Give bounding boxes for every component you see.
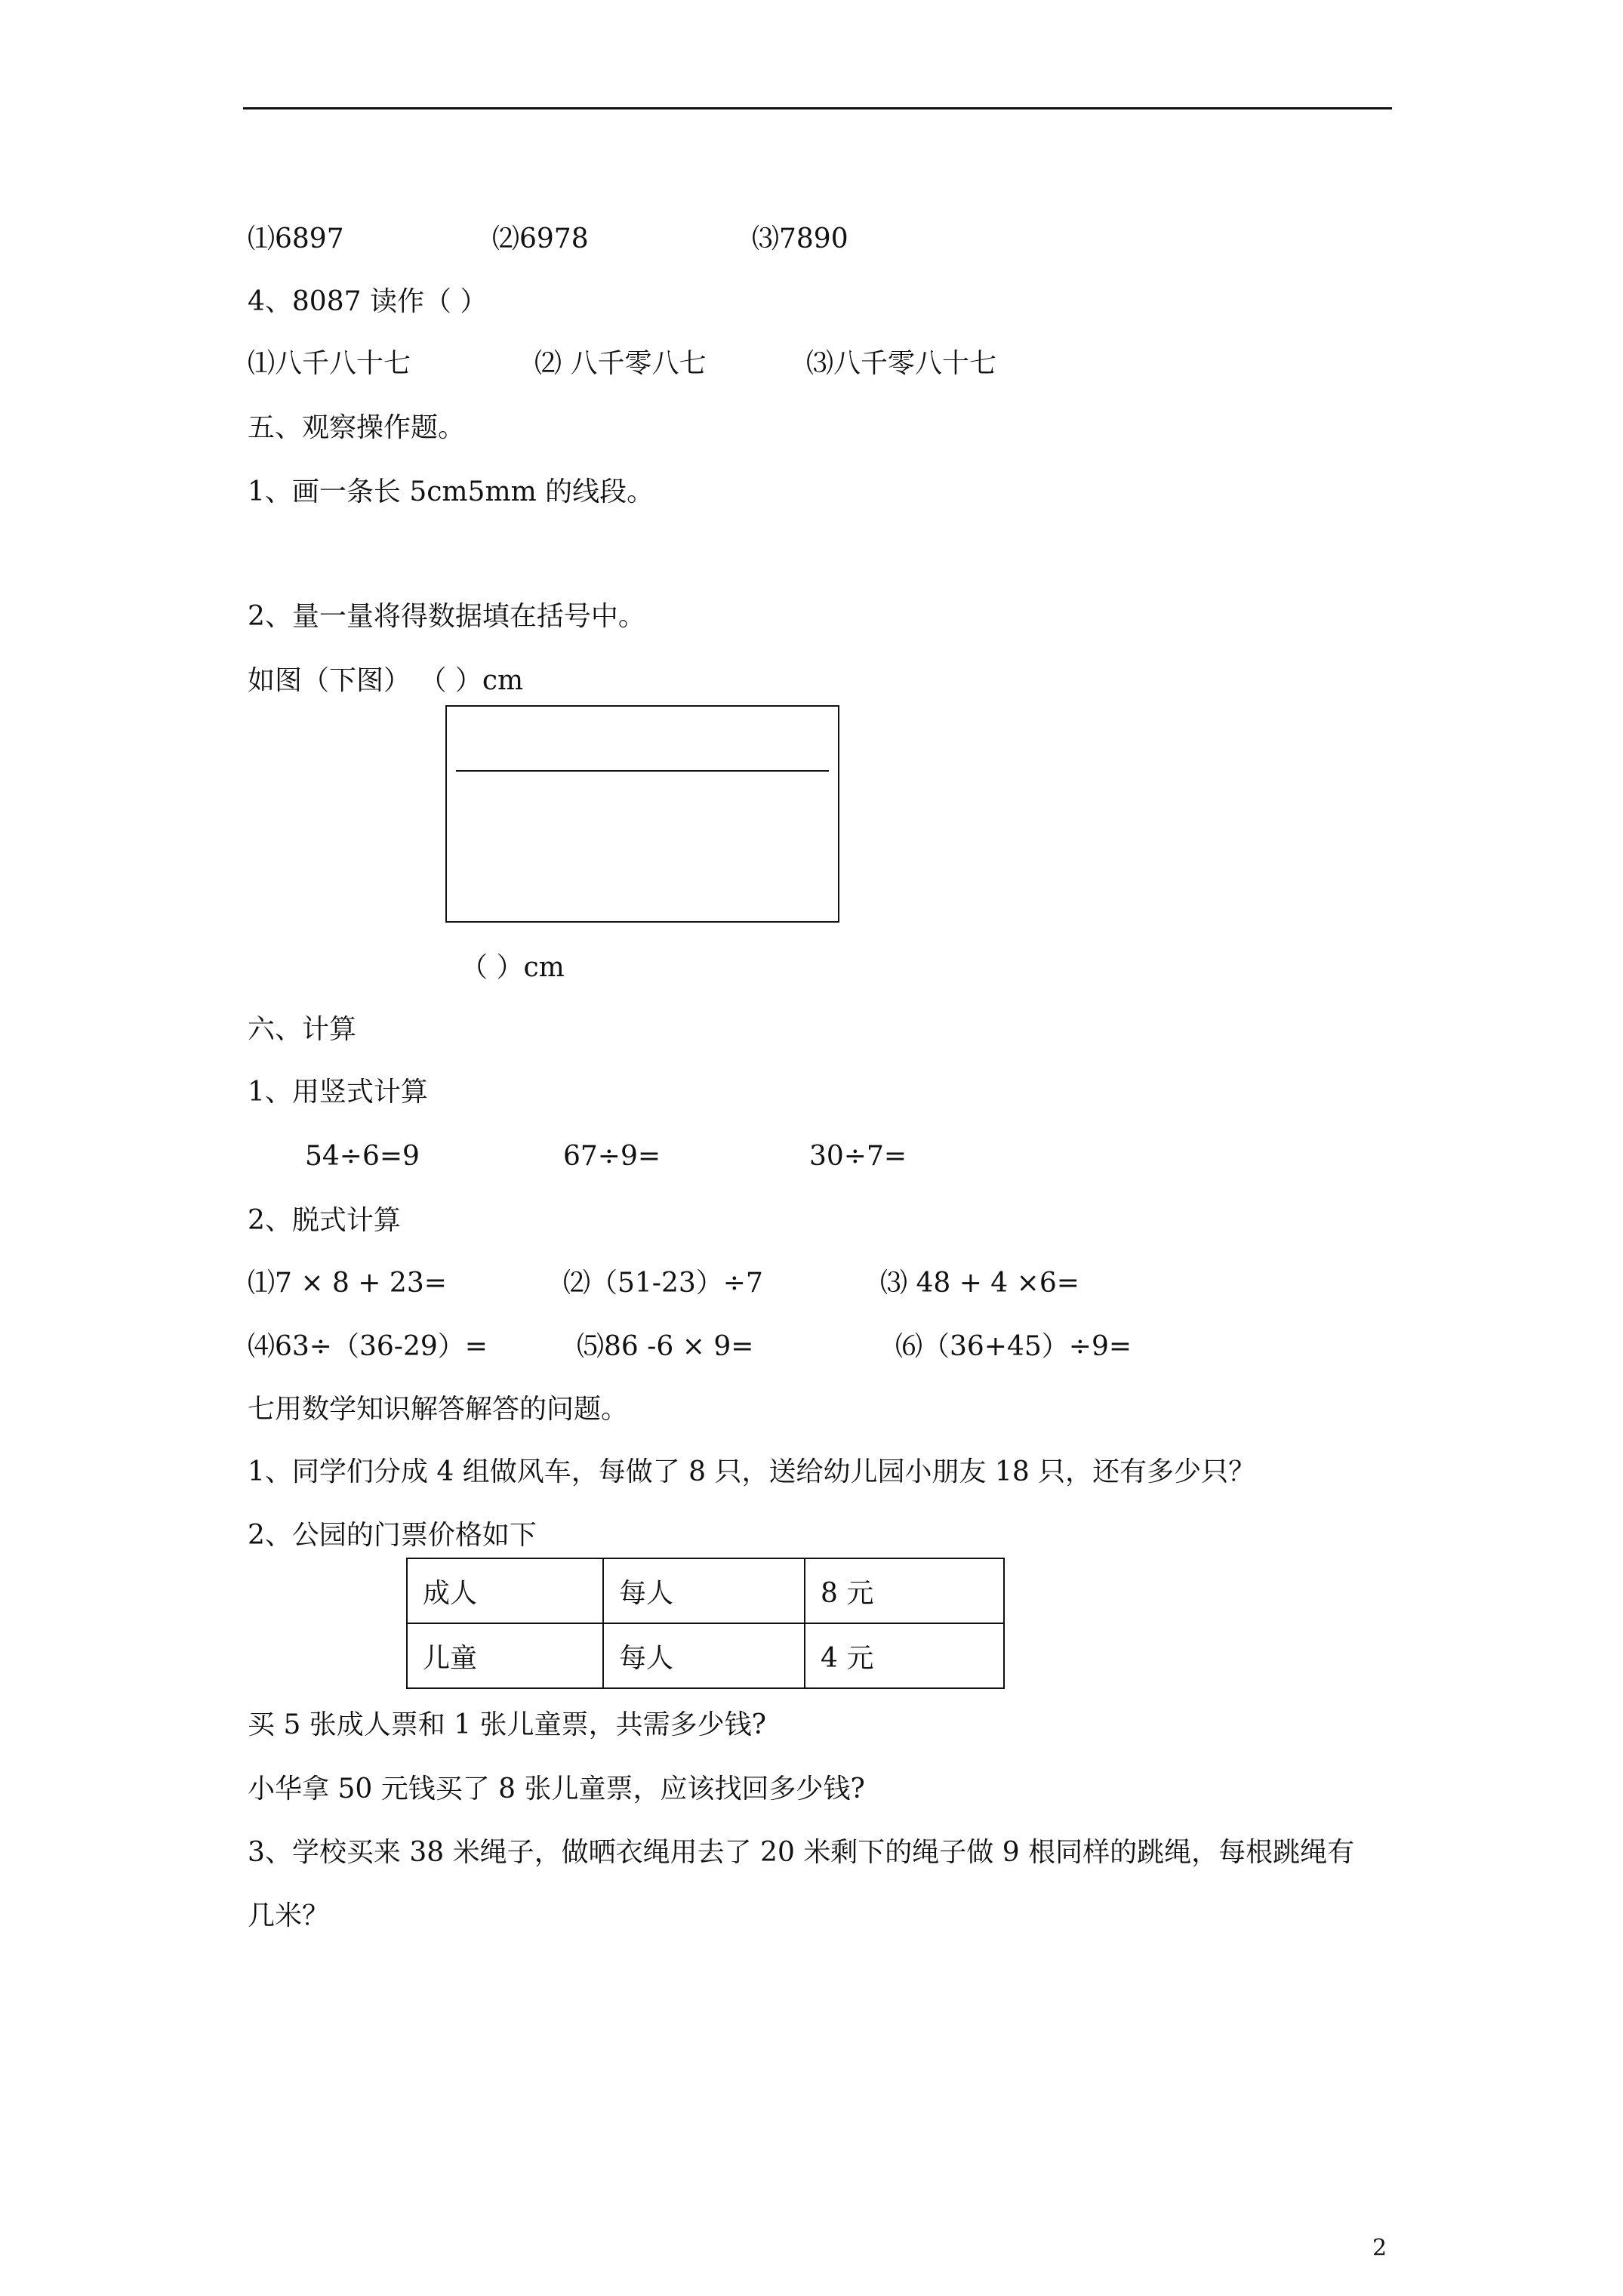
stepwise-calc-6: ⑹（36+45）÷9=	[895, 1331, 1132, 1362]
table-row	[407, 1558, 1004, 1623]
stepwise-calc-4: ⑷63÷（36-29）=	[248, 1331, 488, 1362]
header-rule	[243, 107, 1392, 109]
table-cell: 4 元	[805, 1623, 1004, 1688]
section7-q1: 1、同学们分成 4 组做风车，每做了 8 只，送给幼儿园小朋友 18 只，还有多少只？	[248, 1456, 1256, 1487]
q3-option-1: ⑴6897	[248, 223, 344, 254]
section7-q2a: 买 5 张成人票和 1 张儿童票，共需多少钱?	[248, 1709, 766, 1740]
ticket-price-table	[406, 1558, 1005, 1689]
stepwise-calc-2: ⑵（51-23）÷7	[563, 1268, 763, 1299]
section5-q2: 2、量一量将得数据填在括号中。	[248, 601, 645, 632]
section6-title: 六、计算	[248, 1014, 357, 1045]
q3-option-3: ⑶7890	[752, 223, 848, 254]
table-cell: 每人	[603, 1623, 805, 1688]
stepwise-calc-3: ⑶ 48 + 4 ×6=	[880, 1268, 1079, 1299]
table-cell: 每人	[603, 1558, 805, 1623]
section5-title: 五、观察操作题。	[248, 412, 466, 443]
section7-q2-title: 2、公园的门票价格如下	[248, 1520, 537, 1551]
section5-q1: 1、画一条长 5cm5mm 的线段。	[248, 476, 654, 507]
q4-option-2: ⑵ 八千零八七	[534, 348, 707, 379]
section7-q3-line1: 3、学校买来 38 米绳子，做晒衣绳用去了 20 米剩下的绳子做 9 根同样的跳绳，每根跳绳有	[248, 1837, 1355, 1868]
table-cell: 8 元	[805, 1558, 1004, 1623]
table-cell: 儿童	[407, 1623, 603, 1688]
q3-option-2: ⑵6978	[492, 223, 589, 254]
page-number: 2	[1372, 2235, 1387, 2261]
table-row	[407, 1623, 1004, 1688]
q4-option-3: ⑶八千零八十七	[806, 348, 997, 379]
stepwise-calc-1: ⑴7 × 8 + 23=	[248, 1268, 447, 1299]
section6-q1-title: 1、用竖式计算	[248, 1077, 428, 1108]
measurement-figure-box	[445, 705, 839, 923]
figure-top-label: 如图（下图） （ ）cm	[248, 665, 524, 696]
q4-question: 4、8087 读作（ ）	[248, 286, 488, 317]
vertical-calc-2: 67÷9=	[563, 1141, 661, 1172]
vertical-calc-1: 54÷6=9	[305, 1141, 420, 1172]
measurement-figure-line	[456, 770, 829, 772]
q4-option-1: ⑴八千八十七	[248, 348, 411, 379]
figure-bottom-label: （ ）cm	[460, 952, 565, 983]
section7-q3-line2: 几米？	[248, 1900, 330, 1931]
table-cell: 成人	[407, 1558, 603, 1623]
vertical-calc-3: 30÷7=	[809, 1141, 907, 1172]
section7-title: 七用数学知识解答解答的问题。	[248, 1394, 629, 1425]
section6-q2-title: 2、脱式计算	[248, 1205, 401, 1236]
stepwise-calc-5: ⑸86 -6 × 9=	[577, 1331, 754, 1362]
section7-q2b: 小华拿 50 元钱买了 8 张儿童票，应该找回多少钱?	[248, 1774, 865, 1804]
